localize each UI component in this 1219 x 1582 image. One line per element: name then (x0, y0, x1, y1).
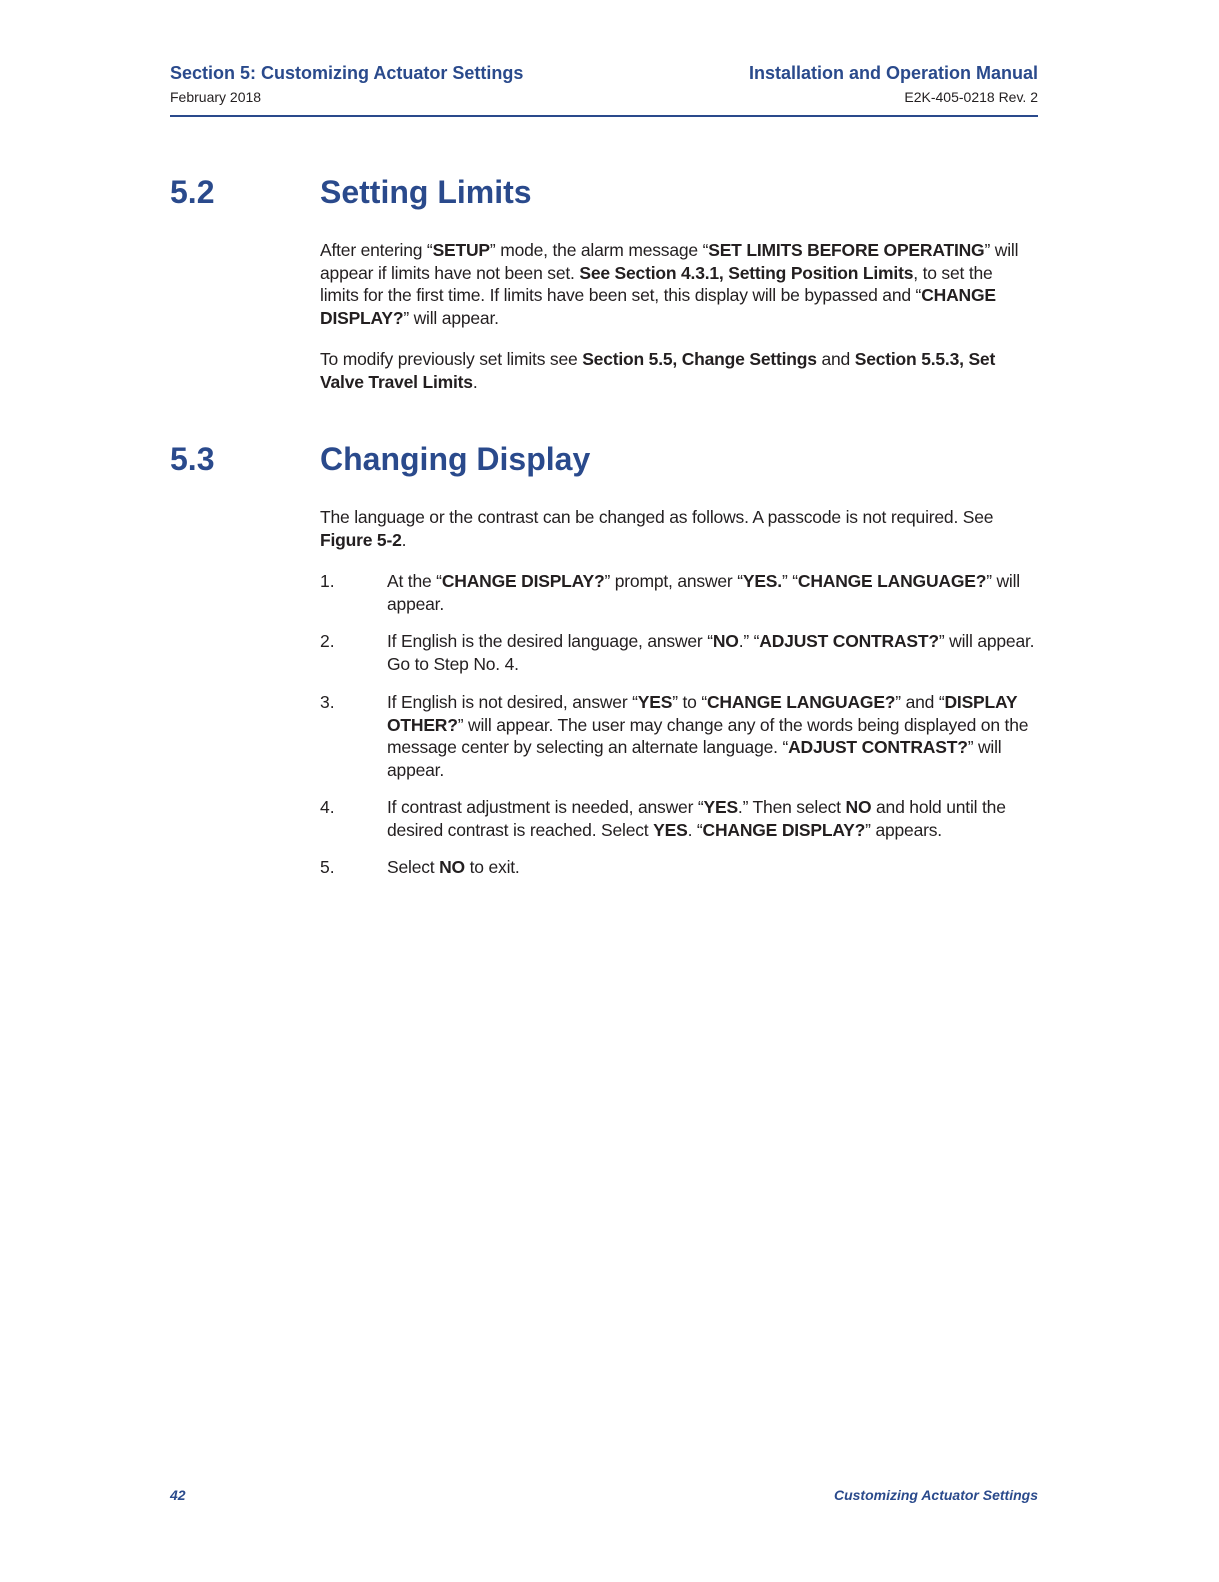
cross-ref-section-4-3-1: See Section 4.3.1, Setting Position Limits (579, 262, 914, 283)
cross-ref-section-5-5: Section 5.5, Change Settings (582, 349, 817, 369)
footer-chapter-title: Customizing Actuator Settings (833, 1487, 1038, 1503)
step-text: If English is not desired, answer “YES” to “CHANGE LANGUAGE?” and “DISPLAY OTHER?” will appear. The user may change any of the words being displayed on the message center by selecting an alternate language. “ADJUST CONTRAST?” will appear. (387, 692, 1029, 780)
step-number: 2. (320, 631, 335, 651)
header-section-title: Section 5: Customizing Actuator Settings (170, 63, 524, 83)
ref-change-display: CHANGE DISPLAY? (320, 285, 996, 328)
ref-setup: SETUP (432, 240, 490, 260)
header-divider (170, 115, 1038, 117)
cross-ref-figure-5-2: Figure 5-2 (320, 529, 402, 550)
section-5-2-title: Setting Limits (320, 174, 532, 210)
page-number: 42 (170, 1487, 186, 1503)
step-text: At the “CHANGE DISPLAY?” prompt, answer “YES.” “CHANGE LANGUAGE?” will appear. (387, 571, 1020, 614)
section-5-2-number: 5.2 (170, 174, 215, 210)
header-manual-title: Installation and Operation Manual (748, 63, 1038, 83)
changing-display-intro: The language or the contrast can be changed as follows. A passcode is not required. See Figure 5-2. (320, 507, 994, 550)
section-5-3-number: 5.3 (170, 441, 215, 477)
step-text: If English is the desired language, answer “NO.” “ADJUST CONTRAST?” will appear. Go to Step No. 4. (387, 631, 1035, 674)
header-date: February 2018 (170, 89, 262, 105)
ref-set-limits-message: SET LIMITS BEFORE OPERATING (708, 240, 985, 260)
step-number: 4. (320, 797, 335, 817)
step-number: 5. (320, 857, 335, 877)
setting-limits-paragraph-2: To modify previously set limits see Section 5.5, Change Settings and Section 5.5.3, Set Valve Travel Limits. (320, 349, 996, 392)
step-text: Select NO to exit. (387, 857, 520, 877)
header-doc-number: E2K-405-0218 Rev. 2 (904, 89, 1038, 105)
setting-limits-paragraph-1: After entering “SETUP” mode, the alarm message “SET LIMITS BEFORE OPERATING” will appear if limits have not been set. See Section 4.3.1, Setting Position Limits, to set the limits for the first time. If limits have been set, this display will be bypassed and “CHANGE DISPLAY?” will appear. (320, 240, 1019, 328)
cross-ref-section-5-5-3: Section 5.5.3, Set Valve Travel Limits (320, 349, 996, 392)
section-5-3-title: Changing Display (320, 441, 591, 477)
step-text: If contrast adjustment is needed, answer “YES.” Then select NO and hold until the desired contrast is reached. Select YES. “CHANGE DISPLAY?” appears. (387, 797, 1006, 840)
step-number: 3. (320, 692, 335, 712)
step-number: 1. (320, 571, 335, 591)
